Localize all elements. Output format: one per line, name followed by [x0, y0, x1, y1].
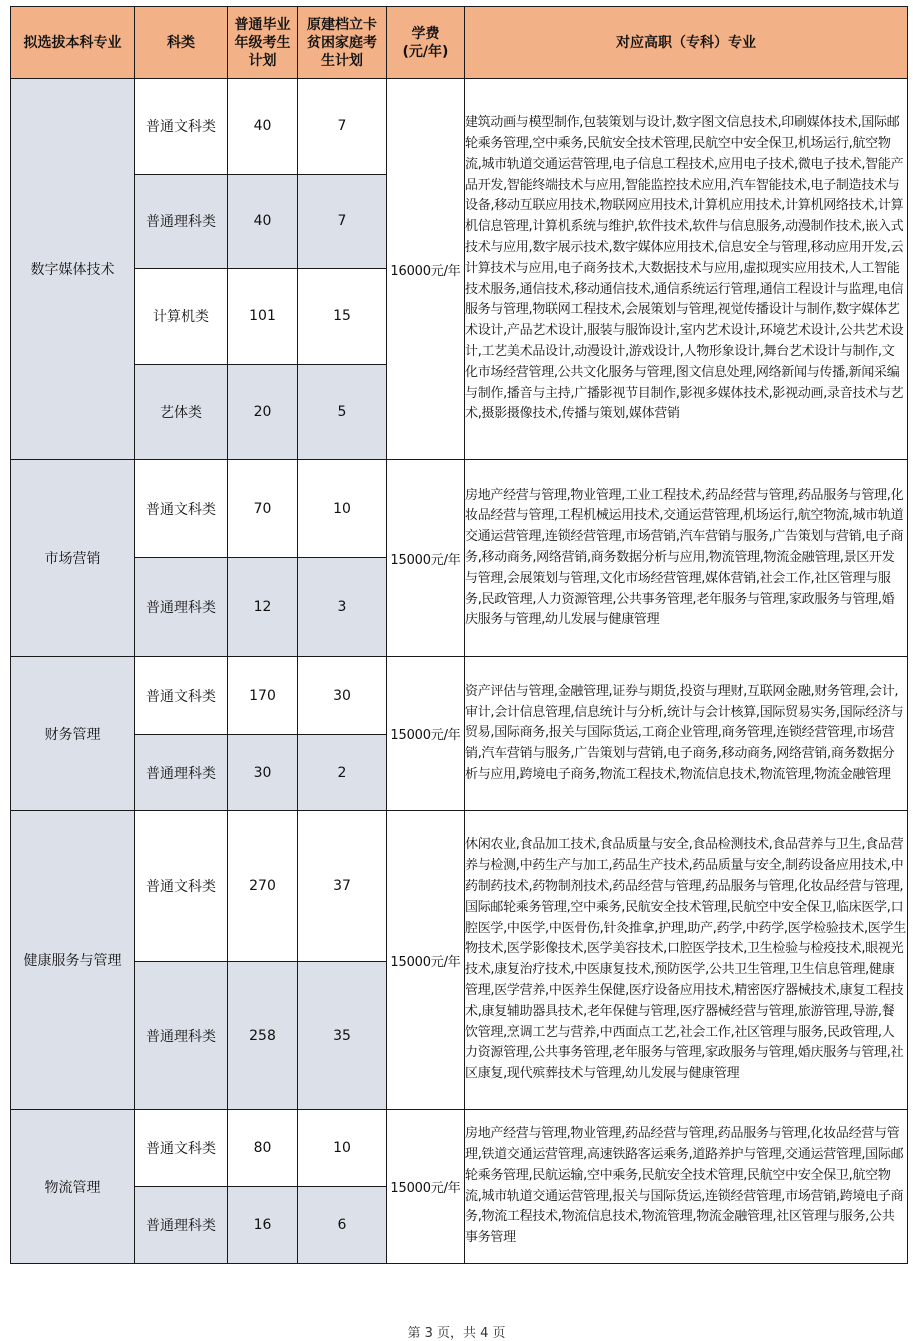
- poverty-plan-cell: 10: [298, 1110, 387, 1187]
- category-cell: 普通理科类: [135, 557, 228, 657]
- major-name: 市场营销: [11, 460, 135, 657]
- category-cell: 普通理科类: [135, 174, 228, 269]
- category-cell: 艺体类: [135, 364, 228, 460]
- table-row: [11, 79, 908, 175]
- tuition-cell: 16000元/年: [387, 79, 465, 460]
- general-plan-cell: 170: [228, 657, 298, 734]
- general-plan-cell: 16: [228, 1187, 298, 1264]
- poverty-plan-cell: 3: [298, 557, 387, 657]
- category-cell: 普通理科类: [135, 962, 228, 1110]
- major-name: 物流管理: [11, 1110, 135, 1264]
- general-plan-cell: 20: [228, 364, 298, 460]
- poverty-plan-cell: 30: [298, 657, 387, 734]
- related-majors-cell: 资产评估与管理,金融管理,证券与期货,投资与理财,互联网金融,财务管理,会计,审计,会计信息管理,信息统计与分析,统计与会计核算,国际贸易实务,国际经济与贸易,国际商务,报关与国际货运,工商企业管理,商务管理,连锁经营管理,市场营销,汽车营销与服务,广告策划与营销,电子商务,移动商务,网络营销,商务数据分析与应用,跨境电子商务,物流工程技术,物流信息技术,物流管理,物流金融管理: [465, 657, 908, 811]
- category-cell: 普通理科类: [135, 734, 228, 810]
- related-majors-cell: 休闲农业,食品加工技术,食品质量与安全,食品检测技术,食品营养与卫生,食品营养与检测,中药生产与加工,药品生产技术,药品质量与安全,制药设备应用技术,中药制药技术,药物制剂技术,药品经营与管理,药品服务与管理,化妆品经营与管理,国际邮轮乘务管理,空中乘务,民航安全技术管理,民航空中安全保卫,临床医学,口腔医学,中医学,中医骨伤,针灸推拿,护理,助产,药学,中药学,医学检验技术,医学生物技术,医学影像技术,医学美容技术,口腔医学技术,卫生检验与检疫技术,眼视光技术,康复治疗技术,中医康复技术,预防医学,公共卫生管理,卫生信息管理,健康管理,医学营养,中医养生保健,医疗设备应用技术,精密医疗器械技术,康复工程技术,康复辅助器具技术,老年保健与管理,医疗器械经营与管理,旅游管理,导游,餐饮管理,烹调工艺与营养,中西面点工艺,社会工作,社区管理与服务,民政管理,人力资源管理,公共事务管理,老年服务与管理,家政服务与管理,婚庆服务与管理,社区康复,现代殡葬技术与管理,幼儿发展与健康管理: [465, 811, 908, 1110]
- major-name: 数字媒体技术: [11, 79, 135, 460]
- category-cell: 普通文科类: [135, 79, 228, 175]
- header-poverty-plan: 原建档立卡贫困家庭考生计划: [298, 7, 387, 79]
- tuition-cell: 15000元/年: [387, 657, 465, 811]
- major-name: 健康服务与管理: [11, 811, 135, 1110]
- poverty-plan-cell: 7: [298, 174, 387, 269]
- tuition-cell: 15000元/年: [387, 460, 465, 657]
- header-category: 科类: [135, 7, 228, 79]
- category-cell: 普通文科类: [135, 460, 228, 558]
- admission-plan-table: [10, 6, 908, 1264]
- header-general-plan: 普通毕业年级考生计划: [228, 7, 298, 79]
- poverty-plan-cell: 35: [298, 962, 387, 1110]
- poverty-plan-cell: 2: [298, 734, 387, 810]
- table-row: [11, 811, 908, 962]
- general-plan-cell: 270: [228, 811, 298, 962]
- tuition-cell: 15000元/年: [387, 1110, 465, 1264]
- tuition-cell: 15000元/年: [387, 811, 465, 1110]
- general-plan-cell: 30: [228, 734, 298, 810]
- poverty-plan-cell: 7: [298, 79, 387, 175]
- header-major: 拟选拔本科专业: [11, 7, 135, 79]
- general-plan-cell: 101: [228, 269, 298, 365]
- table-row: [11, 657, 908, 734]
- general-plan-cell: 258: [228, 962, 298, 1110]
- header-tuition: 学费(元/年): [387, 7, 465, 79]
- major-name: 财务管理: [11, 657, 135, 811]
- related-majors-cell: 房地产经营与管理,物业管理,药品经营与管理,药品服务与管理,化妆品经营与管理,铁道交通运营管理,高速铁路客运乘务,道路养护与管理,交通运营管理,国际邮轮乘务管理,民航运输,空中乘务,民航安全技术管理,民航空中安全保卫,航空物流,城市轨道交通运营管理,报关与国际货运,连锁经营管理,市场营销,跨境电子商务,物流工程技术,物流信息技术,物流管理,物流金融管理,社区管理与服务,公共事务管理: [465, 1110, 908, 1264]
- general-plan-cell: 40: [228, 174, 298, 269]
- poverty-plan-cell: 10: [298, 460, 387, 558]
- general-plan-cell: 12: [228, 557, 298, 657]
- table-row: [11, 460, 908, 558]
- general-plan-cell: 40: [228, 79, 298, 175]
- category-cell: 普通文科类: [135, 1110, 228, 1187]
- category-cell: 普通理科类: [135, 1187, 228, 1264]
- table-row: [11, 1110, 908, 1187]
- related-majors-cell: 房地产经营与管理,物业管理,工业工程技术,药品经营与管理,药品服务与管理,化妆品经营与管理,工程机械运用技术,交通运营管理,机场运行,航空物流,城市轨道交通运营管理,连锁经营管理,市场营销,汽车营销与服务,广告策划与营销,电子商务,移动商务,网络营销,商务数据分析与应用,物流管理,物流金融管理,景区开发与管理,会展策划与管理,文化市场经营管理,媒体营销,社会工作,社区管理与服务,民政管理,人力资源管理,公共事务管理,老年服务与管理,家政服务与管理,婚庆服务与管理,幼儿发展与健康管理: [465, 460, 908, 657]
- category-cell: 普通文科类: [135, 811, 228, 962]
- category-cell: 普通文科类: [135, 657, 228, 734]
- general-plan-cell: 70: [228, 460, 298, 558]
- header-related-majors: 对应高职（专科）专业: [465, 7, 908, 79]
- poverty-plan-cell: 5: [298, 364, 387, 460]
- poverty-plan-cell: 6: [298, 1187, 387, 1264]
- category-cell: 计算机类: [135, 269, 228, 365]
- general-plan-cell: 80: [228, 1110, 298, 1187]
- page-footer: 第 3 页，共 4 页: [407, 1326, 506, 1341]
- poverty-plan-cell: 37: [298, 811, 387, 962]
- poverty-plan-cell: 15: [298, 269, 387, 365]
- header-row: [11, 7, 908, 79]
- related-majors-cell: 建筑动画与模型制作,包装策划与设计,数字图文信息技术,印刷媒体技术,国际邮轮乘务管理,空中乘务,民航安全技术管理,民航空中安全保卫,机场运行,航空物流,城市轨道交通运营管理,电子信息工程技术,应用电子技术,微电子技术,智能产品开发,智能终端技术与应用,智能监控技术应用,汽车智能技术,电子制造技术与设备,移动互联应用技术,物联网应用技术,计算机应用技术,计算机网络技术,计算机信息管理,计算机系统与维护,软件技术,软件与信息服务,动漫制作技术,嵌入式技术与应用,数字展示技术,数字媒体应用技术,信息安全与管理,移动应用开发,云计算技术与应用,电子商务技术,大数据技术与应用,虚拟现实应用技术,人工智能技术服务,通信技术,移动通信技术,通信系统运行管理,通信工程设计与监理,电信服务与管理,物联网工程技术,会展策划与管理,视觉传播设计与制作,数字媒体艺术设计,产品艺术设计,服装与服饰设计,室内艺术设计,环境艺术设计,公共艺术设计,工艺美术品设计,动漫设计,游戏设计,人物形象设计,舞台艺术设计与制作,文化市场经营管理,公共文化服务与管理,图文信息处理,网络新闻与传播,新闻采编与制作,播音与主持,广播影视节目制作,影视多媒体技术,影视动画,录音技术与艺术,摄影摄像技术,传播与策划,媒体营销: [465, 79, 908, 460]
